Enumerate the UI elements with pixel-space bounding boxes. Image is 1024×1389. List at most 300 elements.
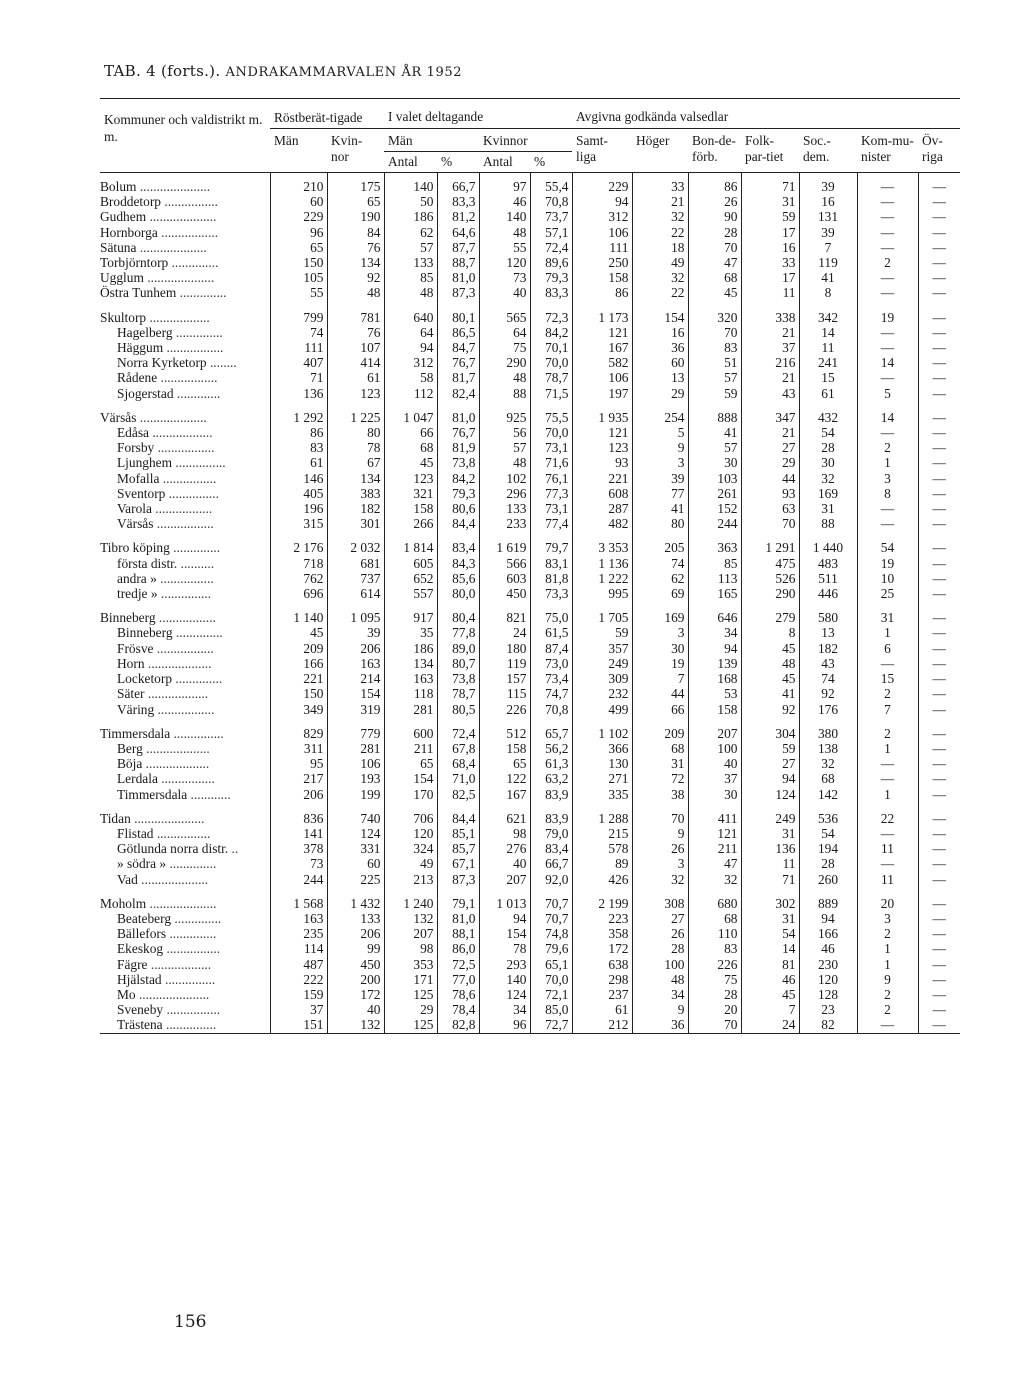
table-cell: 24: [479, 625, 530, 640]
table-row: [100, 386, 960, 401]
table-cell: 79,0: [530, 826, 572, 841]
table-cell: 132: [384, 911, 437, 926]
table-cell: 206: [327, 641, 384, 656]
table-cell: 836: [270, 811, 327, 826]
table-cell: 1 102: [572, 726, 632, 741]
leader-dots: ..............: [166, 856, 217, 872]
table-cell: 71,5: [530, 386, 572, 401]
table-cell: 8: [857, 486, 918, 501]
table-cell: 63: [741, 501, 799, 516]
row-label: [100, 856, 270, 871]
table-cell: 321: [384, 486, 437, 501]
table-cell: 194: [799, 841, 857, 856]
table-cell: —: [932, 610, 946, 626]
row-label-text: Sätuna: [100, 239, 137, 255]
table-cell: 193: [327, 771, 384, 786]
table-cell: —: [932, 324, 946, 340]
row-label-text: Hagelberg: [117, 324, 173, 340]
table-cell: 97: [479, 179, 530, 194]
table-row: [100, 285, 960, 300]
row-label-text: Horn: [117, 655, 145, 671]
table-cell: 136: [270, 386, 327, 401]
table-cell: 57: [688, 440, 741, 455]
leader-dots: .................: [154, 440, 215, 456]
table-cell: 358: [572, 926, 632, 941]
table-cell: 30: [632, 641, 688, 656]
table-cell: 61,3: [530, 756, 572, 771]
row-label-text: Tidan: [100, 810, 131, 826]
leader-dots: ................: [156, 570, 214, 586]
table-cell: 207: [384, 926, 437, 941]
row-label-text: andra »: [117, 570, 157, 586]
table-cell: 86,0: [437, 941, 479, 956]
table-cell: 32: [688, 872, 741, 887]
row-label: [100, 571, 270, 586]
table-cell: 57: [479, 440, 530, 455]
row-label: [100, 872, 270, 887]
table-cell: 1 173: [572, 310, 632, 325]
table-cell: 32: [632, 872, 688, 887]
table-cell: 40: [688, 756, 741, 771]
row-label: [100, 641, 270, 656]
table-cell: 47: [688, 856, 741, 871]
table-cell: 80,1: [437, 310, 479, 325]
table-cell: 73,7: [530, 209, 572, 224]
table-cell: 73,4: [530, 671, 572, 686]
table-cell: 475: [741, 556, 799, 571]
table-cell: 580: [799, 610, 857, 625]
table-cell: 38: [632, 787, 688, 802]
table-cell: 61: [572, 1002, 632, 1017]
table-cell: —: [857, 285, 918, 300]
table-cell: 13: [799, 625, 857, 640]
row-label: [100, 325, 270, 340]
table-cell: 72: [632, 771, 688, 786]
table-cell: 34: [632, 987, 688, 1002]
table-cell: 87,3: [437, 285, 479, 300]
table-cell: 15: [799, 370, 857, 385]
table-cell: 70,7: [530, 896, 572, 911]
header-ovriga: Öv-riga: [918, 129, 960, 173]
leader-dots: ....................: [137, 871, 209, 887]
table-cell: —: [932, 194, 946, 210]
row-label: [100, 471, 270, 486]
table-cell: 2 199: [572, 896, 632, 911]
table-cell: —: [932, 926, 946, 942]
row-label-text: Gudhem: [100, 209, 147, 225]
table-cell: 301: [327, 516, 384, 531]
table-cell: 32: [799, 471, 857, 486]
table-cell: 158: [479, 741, 530, 756]
table-cell: 73,1: [530, 440, 572, 455]
table-cell: 102: [479, 471, 530, 486]
table-cell: 57: [688, 370, 741, 385]
table-cell: 646: [688, 610, 741, 625]
table-cell: 1: [857, 741, 918, 756]
table-cell: 18: [632, 240, 688, 255]
table-cell: 70: [741, 516, 799, 531]
row-label: [100, 702, 270, 717]
table-cell: —: [932, 540, 946, 556]
table-cell: 165: [688, 586, 741, 601]
table-cell: 74: [270, 325, 327, 340]
table-cell: 320: [688, 310, 741, 325]
table-cell: 71: [270, 370, 327, 385]
table-row: [100, 656, 960, 671]
table-row: [100, 471, 960, 486]
table-cell: —: [932, 355, 946, 371]
table-cell: 600: [384, 726, 437, 741]
row-label-text: Moholm: [100, 895, 147, 911]
table-cell: —: [932, 640, 946, 656]
table-cell: 142: [799, 787, 857, 802]
table-cell: 39: [632, 471, 688, 486]
table-cell: 565: [479, 310, 530, 325]
table-cell: 1 705: [572, 610, 632, 625]
table-cell: 131: [799, 209, 857, 224]
table-cell: 36: [632, 340, 688, 355]
table-row: [100, 671, 960, 686]
row-label: [100, 926, 270, 941]
table-cell: 48: [741, 656, 799, 671]
table-cell: 17: [741, 270, 799, 285]
table-cell: —: [932, 725, 946, 741]
table-cell: 70: [688, 1017, 741, 1033]
row-label-text: Timmersdala: [117, 786, 188, 802]
table-cell: 86: [688, 179, 741, 194]
table-cell: 27: [741, 440, 799, 455]
table-cell: 28: [799, 440, 857, 455]
table-cell: —: [932, 239, 946, 255]
table-cell: —: [857, 179, 918, 194]
table-cell: 176: [799, 702, 857, 717]
leader-dots: ..................: [147, 956, 212, 972]
table-cell: 65: [270, 240, 327, 255]
table-cell: 76,1: [530, 471, 572, 486]
table-row: [100, 702, 960, 717]
row-label: [100, 625, 270, 640]
table-cell: 96: [270, 225, 327, 240]
table-cell: 63,2: [530, 771, 572, 786]
table-cell: 363: [688, 540, 741, 555]
row-label: [100, 340, 270, 355]
table-cell: 9: [632, 440, 688, 455]
row-label: [100, 386, 270, 401]
row-label: [100, 209, 270, 224]
table-cell: 197: [572, 386, 632, 401]
table-cell: 87,3: [437, 872, 479, 887]
row-label: [100, 826, 270, 841]
table-cell: 81,9: [437, 440, 479, 455]
row-label: [100, 270, 270, 285]
table-cell: —: [932, 485, 946, 501]
table-cell: 98: [479, 826, 530, 841]
row-label-text: Hornborga: [100, 224, 158, 240]
table-cell: 281: [384, 702, 437, 717]
table-cell: 54: [799, 826, 857, 841]
table-cell: 89: [572, 856, 632, 871]
table-cell: 229: [572, 179, 632, 194]
table-cell: 1 240: [384, 896, 437, 911]
row-label-text: » södra »: [117, 856, 167, 872]
table-cell: 308: [632, 896, 688, 911]
table-cell: 331: [327, 841, 384, 856]
table-cell: 230: [799, 957, 857, 972]
table-cell: —: [932, 555, 946, 571]
table-cell: 13: [632, 370, 688, 385]
row-label-text: Locketorp: [117, 671, 173, 687]
table-cell: 65: [384, 756, 437, 771]
table-cell: 79,6: [530, 941, 572, 956]
table-cell: 83,4: [437, 540, 479, 555]
table-cell: 383: [327, 486, 384, 501]
table-cell: 61: [799, 386, 857, 401]
table-cell: 21: [741, 425, 799, 440]
title-main: ANDRAKAMMARVALEN ÅR 1952: [225, 65, 463, 80]
table-cell: —: [857, 656, 918, 671]
table-cell: 111: [572, 240, 632, 255]
table-cell: 244: [270, 872, 327, 887]
table-cell: 55,4: [530, 179, 572, 194]
leader-dots: ...............: [165, 485, 219, 501]
table-cell: 163: [384, 671, 437, 686]
table-cell: 157: [479, 671, 530, 686]
row-label: [100, 540, 270, 555]
leader-dots: ................: [153, 825, 211, 841]
table-cell: 96: [479, 1017, 530, 1033]
table-cell: 70,0: [530, 972, 572, 987]
table-cell: 411: [688, 811, 741, 826]
row-label: [100, 941, 270, 956]
table-row: [100, 455, 960, 470]
table-row: [100, 179, 960, 194]
table-row: [100, 1002, 960, 1017]
table-cell: 80,4: [437, 610, 479, 625]
leader-dots: .................: [153, 516, 214, 532]
table-cell: 81,8: [530, 571, 572, 586]
table-cell: 1 292: [270, 410, 327, 425]
table-cell: 347: [741, 410, 799, 425]
table-cell: —: [932, 586, 946, 602]
table-cell: 154: [327, 686, 384, 701]
row-label-text: Bällefors: [117, 926, 167, 942]
table-cell: 260: [799, 872, 857, 887]
table-cell: 94: [688, 641, 741, 656]
row-label-text: Flistad: [117, 825, 154, 841]
row-label-text: Rådene: [117, 370, 158, 386]
table-cell: 414: [327, 355, 384, 370]
table-cell: 84,4: [437, 516, 479, 531]
table-cell: 84,7: [437, 340, 479, 355]
table-cell: 65: [327, 194, 384, 209]
table-cell: —: [932, 516, 946, 532]
table-cell: 229: [270, 209, 327, 224]
table-cell: 10: [857, 571, 918, 586]
table-cell: 57: [384, 240, 437, 255]
table-cell: 640: [384, 310, 437, 325]
table-cell: 30: [799, 455, 857, 470]
table-cell: 134: [327, 471, 384, 486]
table-cell: 499: [572, 702, 632, 717]
table-cell: 93: [572, 455, 632, 470]
table-cell: 483: [799, 556, 857, 571]
table-cell: 74: [799, 671, 857, 686]
table-cell: 216: [741, 355, 799, 370]
table-row: [100, 194, 960, 209]
row-label-text: Ugglum: [100, 270, 144, 286]
table-cell: 85: [688, 556, 741, 571]
table-cell: 1 288: [572, 811, 632, 826]
table-cell: 37: [688, 771, 741, 786]
table-cell: 70: [632, 811, 688, 826]
table-cell: 70,0: [530, 425, 572, 440]
leader-dots: .................: [157, 224, 219, 240]
table-cell: 85,0: [530, 1002, 572, 1017]
table-cell: 79,3: [437, 486, 479, 501]
table-cell: —: [932, 425, 946, 441]
table-cell: 60: [632, 355, 688, 370]
table-cell: 11: [799, 340, 857, 355]
table-cell: 206: [270, 787, 327, 802]
table-cell: 315: [270, 516, 327, 531]
table-cell: 59: [741, 209, 799, 224]
table-cell: 482: [572, 516, 632, 531]
table-cell: 9: [632, 1002, 688, 1017]
table-cell: 72,4: [530, 240, 572, 255]
table-row: [100, 225, 960, 240]
table-cell: 141: [270, 826, 327, 841]
table-cell: 36: [632, 1017, 688, 1033]
table-cell: 603: [479, 571, 530, 586]
table-cell: 68,4: [437, 756, 479, 771]
table-cell: 706: [384, 811, 437, 826]
row-label-text: Edåsa: [117, 425, 149, 441]
table-cell: 2: [857, 926, 918, 941]
table-cell: —: [932, 340, 946, 356]
table-cell: 1: [857, 941, 918, 956]
row-label: [100, 516, 270, 531]
table-cell: —: [857, 501, 918, 516]
table-cell: 207: [479, 872, 530, 887]
table-cell: 32: [632, 270, 688, 285]
table-cell: 680: [688, 896, 741, 911]
table-row: [100, 641, 960, 656]
table-cell: 182: [799, 641, 857, 656]
table-cell: 26: [632, 926, 688, 941]
header-men-pct: %: [437, 152, 479, 173]
table-cell: —: [932, 740, 946, 756]
table-cell: 78,6: [437, 987, 479, 1002]
table-cell: 582: [572, 355, 632, 370]
table-cell: 123: [384, 471, 437, 486]
table-cell: 85,7: [437, 841, 479, 856]
table-cell: 169: [799, 486, 857, 501]
leader-dots: ..........: [177, 555, 215, 571]
table-cell: 46: [741, 972, 799, 987]
table-cell: 93: [741, 486, 799, 501]
row-label-text: Norra Kyrketorp: [117, 355, 207, 371]
table-cell: 82,4: [437, 386, 479, 401]
table-row: [100, 957, 960, 972]
table-cell: 614: [327, 586, 384, 601]
row-label-text: Värsås: [117, 516, 154, 532]
row-label: [100, 1002, 270, 1017]
table-cell: 86: [270, 425, 327, 440]
table-cell: 1 814: [384, 540, 437, 555]
table-cell: 114: [270, 941, 327, 956]
table-cell: 171: [384, 972, 437, 987]
table-cell: 8: [741, 625, 799, 640]
table-cell: 23: [799, 1002, 857, 1017]
leader-dots: ...................: [142, 740, 210, 756]
row-label: [100, 310, 270, 325]
row-label: [100, 656, 270, 671]
row-label-text: Ekeskog: [117, 941, 164, 957]
table-cell: 28: [688, 225, 741, 240]
table-cell: —: [857, 325, 918, 340]
table-cell: 80: [632, 516, 688, 531]
table-cell: 3 353: [572, 540, 632, 555]
row-label: [100, 972, 270, 987]
table-cell: —: [932, 501, 946, 517]
table-cell: 77: [632, 486, 688, 501]
table-cell: 133: [479, 501, 530, 516]
row-label: [100, 355, 270, 370]
table-cell: —: [932, 440, 946, 456]
table-cell: 71: [741, 872, 799, 887]
table-cell: 99: [327, 941, 384, 956]
table-cell: 121: [572, 325, 632, 340]
table-cell: 44: [741, 471, 799, 486]
row-label: [100, 285, 270, 300]
row-label-text: tredje »: [117, 586, 158, 602]
table-cell: —: [932, 671, 946, 687]
row-label: [100, 194, 270, 209]
table-cell: 150: [270, 255, 327, 270]
row-label-text: Tibro köping: [100, 540, 170, 556]
row-label: [100, 1017, 270, 1033]
table-cell: 312: [384, 355, 437, 370]
table-cell: 71,6: [530, 455, 572, 470]
table-cell: 120: [384, 826, 437, 841]
table-cell: 61: [327, 370, 384, 385]
table-cell: 76,7: [437, 355, 479, 370]
table-cell: 48: [384, 285, 437, 300]
table-cell: —: [857, 771, 918, 786]
table-cell: 3: [857, 911, 918, 926]
table-cell: 43: [741, 386, 799, 401]
table-cell: —: [932, 871, 946, 887]
table-cell: 28: [632, 941, 688, 956]
table-cell: 64: [479, 325, 530, 340]
table-cell: —: [932, 841, 946, 857]
table-cell: 5: [857, 386, 918, 401]
table-cell: —: [932, 409, 946, 425]
table-cell: 84,3: [437, 556, 479, 571]
table-cell: 68: [688, 911, 741, 926]
table-cell: 19: [857, 310, 918, 325]
table-cell: 302: [741, 896, 799, 911]
table-cell: 55: [479, 240, 530, 255]
leader-dots: .............: [173, 385, 221, 401]
table-cell: 167: [572, 340, 632, 355]
leader-dots: .....................: [130, 810, 205, 826]
table-row: [100, 540, 960, 555]
table-cell: 125: [384, 987, 437, 1002]
table-cell: 81,7: [437, 370, 479, 385]
table-row: [100, 340, 960, 355]
table-cell: 7: [857, 702, 918, 717]
